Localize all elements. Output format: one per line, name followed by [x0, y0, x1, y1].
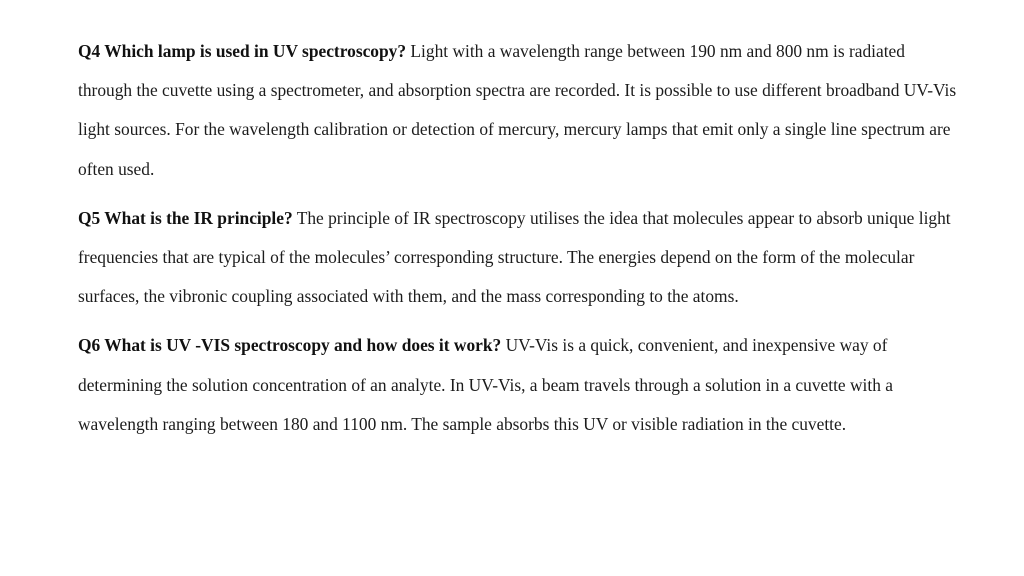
question-q5: Q5 What is the IR principle? — [78, 207, 293, 228]
qa-paragraph-q5 — [78, 199, 958, 317]
answer-q4: Light with a wavelength range between 190 nm and 800 nm is radiated through the cuvette using a spectrometer, and absorption spectra are recorded. It is possible to use different broadband UV-Vis light sources. For the wavelength calibration or detection of mercury, mercury lamps that emit only a single line spectrum are often used. — [78, 41, 957, 179]
question-q6: Q6 What is UV -VIS spectroscopy and how does it work? — [78, 335, 502, 356]
document-body — [78, 32, 958, 454]
qa-paragraph-q6 — [78, 326, 958, 444]
question-q4: Q4 Which lamp is used in UV spectroscopy? — [78, 41, 407, 61]
qa-paragraph-q4 — [78, 32, 958, 189]
answer-q5: The principle of IR spectroscopy utilises the idea that molecules appear to absorb unique light frequencies that are typical of the molecules’ corresponding structure. The energies depend on the form of the molecular surfaces, the vibronic coupling associated with them, and the mass corresponding to the atoms. — [78, 207, 951, 307]
answer-q6: UV-Vis is a quick, convenient, and inexpensive way of determining the solution concentration of an analyte. In UV-Vis, a beam travels through a solution in a cuvette with a wavelength ranging between 180 and 1100 nm. The sample absorbs this UV or visible radiation in the cuvette. — [78, 335, 893, 434]
